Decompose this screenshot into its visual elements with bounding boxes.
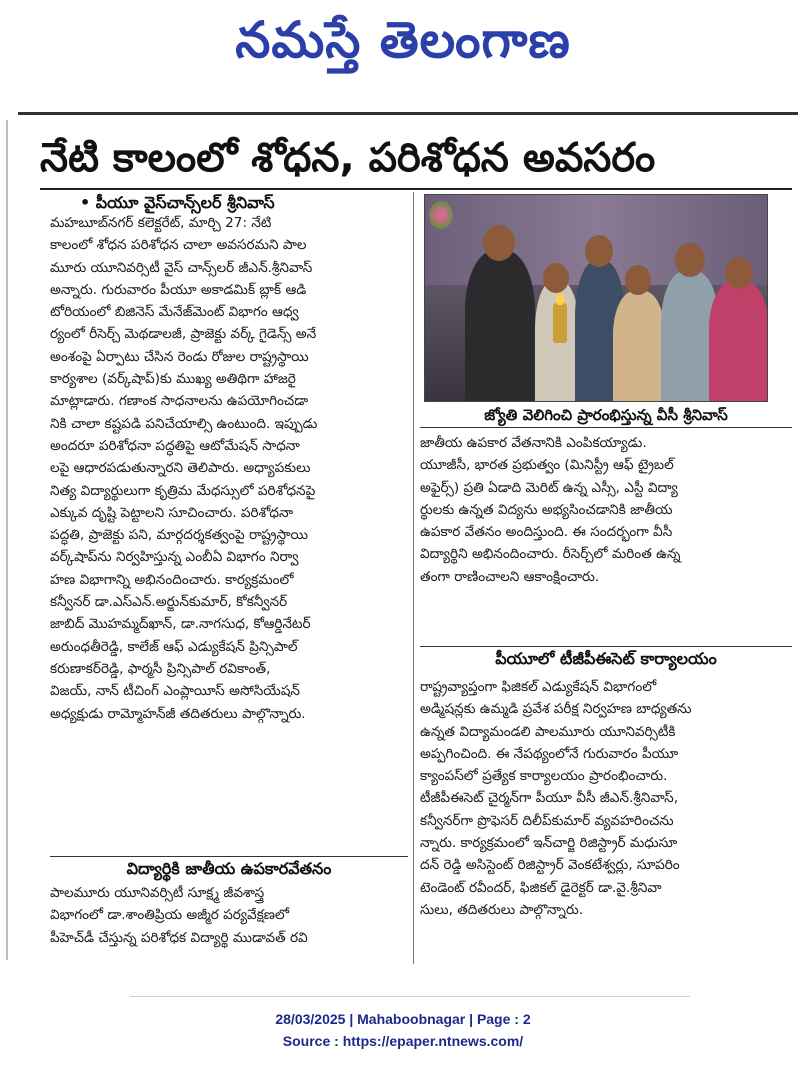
text-line: అడ్మిషన్లకు ఉమ్మడి ప్రవేశ పరీక్ష నిర్వహణ బాధ్యతను: [420, 701, 692, 718]
column-divider: [413, 192, 414, 964]
text-line: ఎక్కువ దృష్టి పెట్టాలని సూచించారు. పరిశోధనా: [50, 504, 294, 521]
text-line: హణ విభాగాన్ని అభినందించారు. కార్యక్రమంలో: [50, 571, 294, 588]
text-line: యూజీసీ, భారత ప్రభుత్వం (మినిస్ట్రీ ఆఫ్ ట్రైబల్: [420, 457, 674, 474]
tgpgecet-text: [420, 676, 792, 921]
article-headline: నేటి కాలంలో శోధన, పరిశోధన అవసరం: [40, 135, 656, 181]
tgpgecet-subhead: పీయూలో టీజీపీఈసెట్ కార్యాలయం: [420, 646, 792, 671]
bottom-rule: [130, 996, 690, 997]
text-line: ఉపకార వేతనం అందిస్తుంది. ఈ సందర్భంగా వీసీ: [420, 524, 673, 541]
article-byline: • పీయూ వైస్‌చాన్స్‌లర్ శ్రీనివాస్: [80, 193, 275, 212]
right-column-text: [420, 432, 792, 588]
text-line: నిత్య విద్యార్థులుగా కృత్రిమ మేధస్సులో పరిశోధనపై: [50, 482, 316, 499]
text-line: టోరియంలో బిజినెస్ మేనేజ్‌మెంట్ విభాగం ఆధ్వ: [50, 304, 299, 321]
text-line: పాలమూరు యూనివర్సిటీ సూక్ష్మ జీవశాస్త్ర: [50, 885, 265, 901]
left-column-text: [50, 212, 408, 725]
top-rule: [18, 112, 798, 115]
text-line: ర్యంలో రీసెర్చ్ మెథడాలజీ, ప్రాజెక్టు వర్క్ గైడెన్స్ అనే: [50, 326, 317, 343]
text-line: జాతీయ ఉపకార వేతనానికి ఎంపికయ్యాడు.: [420, 435, 647, 451]
text-line: జాబిద్ మొహమ్మద్‌ఖాన్, డా.నాగసుధ, కోఆర్డినేటర్: [50, 616, 311, 633]
headline-rule: [40, 188, 792, 190]
footer-date-edition: 28/03/2025 | Mahaboobnagar | Page : 2: [275, 1011, 531, 1027]
text-line: రాష్ట్రవ్యాప్తంగా ఫిజికల్ ఎడ్యుకేషన్ విభాగంలో: [420, 679, 657, 695]
text-line: కాలంలో శోధన పరిశోధన చాలా అవసరమని పాల: [50, 237, 307, 254]
news-photo: [424, 194, 768, 402]
text-line: సులు, తదితరులు పాల్గొన్నారు.: [420, 901, 584, 918]
masthead-title: నమస్తే తెలంగాణ: [235, 10, 571, 69]
text-line: అందరూ పరిశోధనా పద్ధతిపై ఆటోమేషన్ సాధనా: [50, 437, 300, 454]
text-line: తంగా రాణించాలని ఆకాంక్షించారు.: [420, 568, 600, 585]
text-line: న్నారు. కార్యక్రమంలో ఇన్‌చార్జి రిజిస్ట్రార్ మధుసూ: [420, 835, 678, 852]
text-line: టెండెంట్ రవీందర్, ఫిజికల్ డైరెక్టర్ డా.వై.శ్రీనివా: [420, 879, 662, 896]
text-line: అన్నారు. గురువారం పీయూ అకాడమిక్ బ్లాక్ ఆడి: [50, 281, 307, 298]
text-line: దన్ రెడ్డి అసిస్టెంట్ రిజిస్ట్రార్ వెంకటేశ్వర్లు, సూపరిం: [420, 857, 680, 874]
text-line: మహబూబ్‌నగర్ కలెక్టరేట్, మార్చి 27: నేటి: [50, 215, 272, 231]
text-line: మాట్లాడారు. గణాంక సాధనాలను ఉపయోగించడా: [50, 393, 309, 410]
page-footer: [0, 1008, 806, 1052]
text-line: అంశంపై ఏర్పాటు చేసిన రెండు రోజుల రాష్ట్రస్థాయి: [50, 348, 309, 365]
text-line: విజయ్, నాన్ టీచింగ్ ఎంప్లాయీస్ అసోసియేషన్: [50, 683, 300, 700]
text-line: పీహెచ్‌డీ చేస్తున్న పరిశోధక విద్యార్థి ముడావత్ రవి: [50, 929, 308, 946]
text-line: కార్యశాల (వర్క్‌షాప్)కు ముఖ్య అతిథిగా హాజరై: [50, 371, 296, 388]
text-line: అఫైర్స్) ప్రతి ఏడాది మెరిట్ ఉన్న ఎస్సీ, ఎస్టీ విద్యా: [420, 479, 678, 496]
page-edge: [6, 120, 8, 960]
text-line: లపై ఆధారపడుతున్నారని తెలిపారు. అధ్యాపకులు: [50, 460, 311, 477]
text-line: విభాగంలో డా.శాంతిప్రియ అజ్మీర పర్యవేక్షణలో: [50, 907, 290, 924]
flower-decoration: [429, 201, 453, 229]
text-line: ర్థులకు ఉన్నత విద్యను అభ్యసించడానికి జాతీయ: [420, 501, 673, 518]
oil-lamp: [553, 303, 567, 343]
text-line: ఉన్నత విద్యామండలి పాలమూరు యూనివర్సిటీకి: [420, 723, 676, 740]
text-line: అరుంధతీరెడ్డి, కాలేజ్ ఆఫ్ ఎడ్యుకేషన్ ప్రిన్సిపాల్: [50, 638, 298, 655]
text-line: పద్ధతి, ప్రాజెక్టు పని, మార్గదర్శకత్వంపై రాష్ట్రస్థాయి: [50, 527, 308, 544]
text-line: కన్వీనర్ డా.ఎస్‌ఎన్.అర్జున్‌కుమార్, కోకన్వీనర్: [50, 594, 288, 611]
text-line: మూరు యూనివర్సిటీ వైస్ చాన్స్‌లర్ జీఎన్.శ్రీనివాస్: [50, 259, 313, 276]
scholarship-text: [50, 882, 408, 949]
text-line: కన్వీనర్‌గా ప్రొఫెసర్ దిలీప్‌కుమార్ వ్యవహరించను: [420, 812, 674, 829]
text-line: అధ్యక్షుడు రామ్మోహన్‌జీ తదితరులు పాల్గొన్నారు.: [50, 705, 306, 722]
text-line: టీజీపీఈసెట్ చైర్మన్‌గా పీయూ వీసీ జీఎన్.శ్రీనివాస్,: [420, 790, 679, 807]
text-line: అప్పగించింది. ఈ నేపథ్యంలోనే గురువారం పీయూ: [420, 745, 679, 762]
text-line: కరుణాకర్‌రెడ్డి, ఫార్మసీ ప్రిన్సిపాల్ రవికాంత్,: [50, 660, 271, 677]
photo-caption: జ్యోతి వెలిగించి ప్రారంభిస్తున్న వీసీ శ్రీనివాస్: [420, 402, 792, 428]
text-line: విద్యార్థిని అభినందించారు. రీసెర్చ్‌లో మరింత ఉన్న: [420, 546, 681, 563]
lamp-flame: [556, 293, 564, 305]
text-line: నికి చాలా కష్టపడి పనిచేయాల్సి ఉంటుంది. ఇప్పుడు: [50, 415, 318, 432]
text-line: వర్క్‌షాప్‌ను నిర్వహిస్తున్న ఎంబీఏ విభాగం నిర్వా: [50, 549, 299, 566]
text-line: క్యాంపస్‌లో ప్రత్యేక కార్యాలయం ప్రారంభించారు.: [420, 768, 668, 785]
scholarship-subhead: విద్యార్థికి జాతీయ ఉపకారవేతనం: [50, 856, 408, 881]
footer-source-link[interactable]: Source : https://epaper.ntnews.com/: [282, 1033, 524, 1049]
